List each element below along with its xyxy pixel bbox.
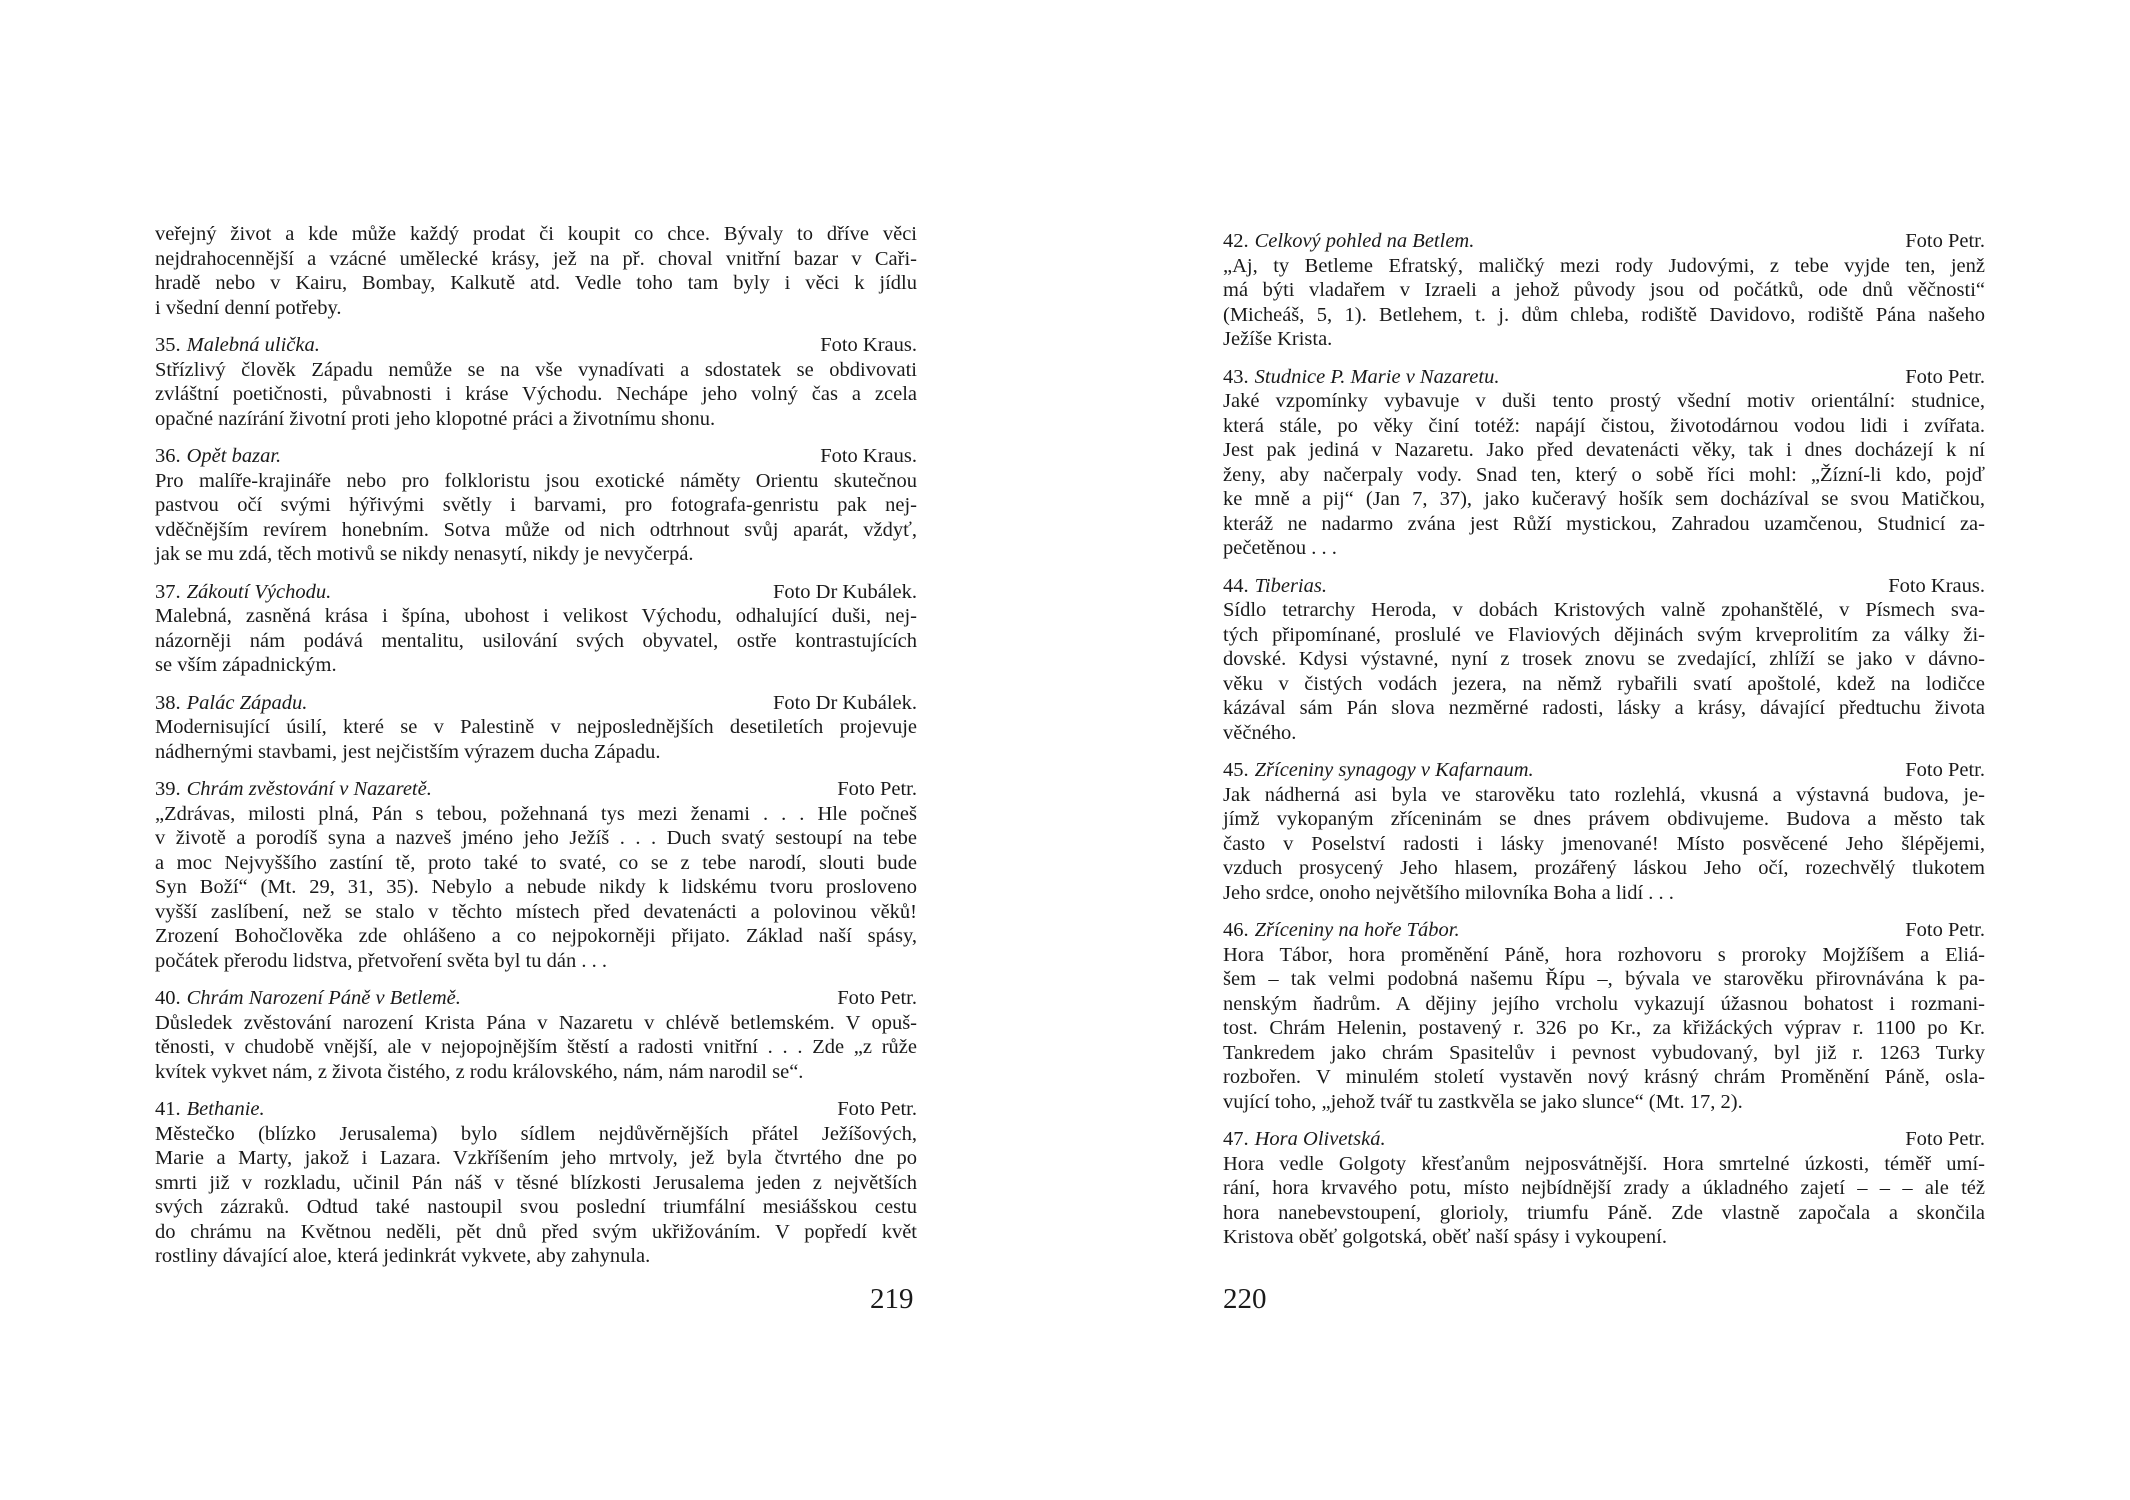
photo-caption-entry [155, 1097, 917, 1269]
text-line: „Aj, ty Betleme Efratský, maličký mezi rody Judovými, z tebe vyjde ten, jenž [1223, 254, 1985, 277]
text-line: těnosti, v chudobě vnější, ale v nejopojnějším štěstí a radosti vnitřní . . . Zde „z růže [155, 1036, 917, 1058]
photo-caption-entry [1223, 918, 1985, 1114]
caption-title: Bethanie. [186, 1098, 265, 1120]
text-line: svých zázraků. Odtud také nastoupil svou poslední triumfální mesiášskou cestu [155, 1196, 917, 1218]
photo-caption-entry [155, 580, 917, 678]
caption-title: Hora Olivetská. [1254, 1128, 1386, 1150]
caption-title: Palác Západu. [186, 691, 308, 714]
caption-heading [1223, 918, 1985, 943]
caption-body [155, 358, 917, 432]
text-line: Střízlivý člověk Západu nemůže se na vše vynadívati a sdostatek se obdivovati [155, 358, 917, 381]
text-line: kvítek vykvet nám, z života čistého, z rodu královského, nám, nám narodil se“. [155, 1060, 804, 1083]
text-line: opačné nazírání životní proti jeho klopotné práci a životnímu shonu. [155, 407, 716, 430]
text-line: zvláštní poetičnosti, půvabnosti i kráse Východu. Nechápe jeho volný čas a zcela [155, 383, 917, 405]
text-line: má býti vladařem v Izraeli a jehož původy jsou od počátků, ode dnů věčnosti“ [1223, 279, 1985, 301]
photo-caption-entry [155, 333, 917, 431]
text-line: rostliny dávající aloe, která jedinkrát vykvete, aby zahynula. [155, 1245, 651, 1267]
text-line: Tankredem jako chrám Spasitelův i pevnost vybudovaný, byl již r. 1263 Turky [1223, 1041, 1985, 1064]
caption-body [1223, 254, 1985, 352]
caption-title: Studnice P. Marie v Nazaretu. [1254, 365, 1500, 388]
caption-title-group [1223, 574, 1327, 599]
photo-credit: Foto Petr. [1905, 1128, 1985, 1150]
page-number-left: 219 [870, 1283, 914, 1315]
caption-number: 47. [1223, 1128, 1249, 1150]
text-line: hradě nebo v Kairu, Bombay, Kalkutě atd. Vedle toho tam byly i věci k jídlu [155, 272, 917, 294]
caption-title-group [155, 777, 432, 802]
text-line: Jak nádherná asi byla ve starověku tato rozlehlá, vkusná a výstavná budova, je- [1223, 783, 1985, 806]
right-entries [1223, 229, 1985, 1250]
photo-caption-entry [1223, 229, 1985, 352]
caption-title: Malebná ulička. [186, 334, 320, 356]
text-line: Jest pak jediná v Nazaretu. Jako před devatenácti věky, tak i dnes docházejí k ní [1223, 439, 1985, 461]
photo-credit: Foto Kraus. [1888, 574, 1985, 597]
caption-body [155, 802, 917, 974]
text-line: do chrámu na Květnou neděli, pět dnů před svým ukřižováním. V popředí květ [155, 1220, 917, 1243]
caption-heading [1223, 758, 1985, 783]
caption-title: Chrám Narození Páně v Betlemě. [186, 987, 461, 1009]
text-line: ke mně a pij“ (Jan 7, 37), jako kučeravý hošík sem docházíval se svou Matičkou, [1223, 488, 1985, 510]
text-line: pastvou očí svými hýřivými světly i barvami, pro fotografa-genristu pak nej- [155, 494, 917, 516]
text-line: Hora Tábor, hora proměnění Páně, hora rozhovoru s proroky Mojžíšem a Eliá- [1223, 943, 1985, 966]
photo-caption-entry [155, 691, 917, 765]
text-line: se vším západnickým. [155, 654, 337, 676]
text-line: která stále, po věky činí totéž: napájí čistou, životodárnou vodou lidi i zvířata. [1223, 414, 1985, 437]
text-line: ženy, aby načerpaly vody. Snad ten, který o sobě říci mohl: „Žízní-li kdo, pojď [1223, 463, 1985, 486]
text-line: Malebná, zasněná krása i špína, ubohost i velikost Východu, odhalující duši, nej- [155, 605, 917, 627]
photo-caption-entry [155, 444, 917, 567]
photo-credit: Foto Petr. [1905, 365, 1985, 388]
caption-heading [155, 691, 917, 716]
photo-caption-entry [1223, 365, 1985, 561]
text-line: Pro malíře-krajináře nebo pro folkloristu jsou exotické náměty Orientu skutečnou [155, 469, 917, 492]
photo-caption-entry [1223, 574, 1985, 746]
text-line: věčného. [1223, 721, 1297, 744]
text-line: dovské. Kdysi výstavné, nyní z trosek znovu se zvedající, zhlíží se jako v dávno- [1223, 648, 1985, 670]
photo-credit: Foto Petr. [837, 1098, 917, 1120]
caption-title-group [1223, 1127, 1386, 1152]
caption-heading [1223, 365, 1985, 390]
photo-credit: Foto Kraus. [820, 334, 917, 356]
photo-credit: Foto Dr Kubálek. [772, 691, 917, 714]
text-line: Jeho srdce, onoho největšího milovníka Boha a lidí . . . [1223, 881, 1674, 904]
caption-body [155, 715, 917, 764]
caption-number: 37. [155, 580, 181, 603]
text-line: vyšší zaslíbení, než se stalo v těchto místech před devatenácti a polovinou věků! [155, 900, 917, 923]
photo-credit: Foto Petr. [1905, 759, 1985, 781]
right-page-text [1223, 229, 1985, 1250]
caption-title: Celkový pohled na Betlem. [1254, 230, 1475, 252]
caption-number: 46. [1223, 919, 1249, 941]
text-line: rozbořen. V minulém století vystavěn nový krásný chrám Proměnění Páně, osla- [1223, 1066, 1985, 1088]
text-line: kázával sám Pán slova nezměrné radosti, lásky a krásy, dávající předtuchu života [1223, 697, 1985, 719]
caption-number: 35. [155, 334, 181, 356]
text-line: Marie a Marty, jakož i Lazara. Vzkříšením jeho mrtvoly, jež byla čtvrtého dne po [155, 1147, 917, 1169]
photo-credit: Foto Petr. [1905, 919, 1985, 941]
photo-caption-entry [155, 777, 917, 973]
caption-number: 41. [155, 1098, 181, 1120]
text-line: šem – tak velmi podobná našemu Řípu –, bývala ve starověku přirovnávána k pa- [1223, 968, 1985, 990]
text-line: Ježíše Krista. [1223, 328, 1333, 350]
caption-title-group [1223, 758, 1534, 783]
text-line: vzduch prosycený Jeho hlasem, prozářený láskou Jeho očí, rozechvělý tlukotem [1223, 857, 1985, 879]
caption-title-group [155, 444, 281, 469]
photo-credit: Foto Kraus. [820, 445, 917, 467]
text-line: Modernisující úsilí, které se v Palestině v nejposlednějších desetiletích projevuje [155, 716, 917, 738]
text-line: tost. Chrám Helenin, postavený r. 326 po Kr., za křižáckých výprav r. 1100 po Kr. [1223, 1017, 1985, 1039]
caption-heading [1223, 229, 1985, 254]
caption-heading [155, 777, 917, 802]
text-line: Hora vedle Golgoty křesťanům nejposvátnější. Hora smrtelné úzkosti, téměř umí- [1223, 1152, 1985, 1175]
text-line: nenským ňadrům. A dějiny jejího vrcholu vykazují úžasnou bohatost i rozmani- [1223, 992, 1985, 1015]
text-line: jak se mu zdá, těch motivů se nikdy nenasytí, nikdy je nevyčerpá. [155, 543, 694, 565]
caption-title: Zříceniny synagogy v Kafarnaum. [1254, 759, 1534, 781]
caption-number: 39. [155, 778, 181, 800]
text-line: v životě a porodíš syna a nazveš jméno jeho Ježíš . . . Duch svatý sestoupí na tebe [155, 827, 917, 849]
photo-credit: Foto Dr Kubálek. [772, 580, 917, 603]
photo-credit: Foto Petr. [837, 987, 917, 1009]
caption-title-group [155, 986, 461, 1011]
caption-title-group [1223, 365, 1499, 390]
text-line: Zrození Bohočlověka zde ohlášeno a co nejpokorněji přijato. Základ naší spásy, [155, 925, 917, 947]
intro-paragraph [155, 222, 917, 320]
caption-title: Opět bazar. [186, 445, 282, 467]
caption-number: 38. [155, 691, 181, 714]
text-line: „Zdrávas, milosti plná, Pán s tebou, požehnaná tys mezi ženami . . . Hle počneš [155, 802, 917, 825]
caption-title-group [1223, 918, 1460, 943]
text-line: Kristova oběť golgotská, oběť naší spásy i vykoupení. [1223, 1226, 1667, 1248]
text-line: tých připomínané, proslulé ve Flaviových dějinách svým krveprolitím za války ži- [1223, 623, 1985, 646]
caption-heading [155, 444, 917, 469]
caption-title: Tiberias. [1254, 574, 1327, 597]
caption-body [155, 604, 917, 678]
caption-body [1223, 943, 1985, 1115]
caption-title-group [1223, 229, 1474, 254]
caption-number: 40. [155, 987, 181, 1009]
caption-heading [155, 1097, 917, 1122]
text-line: Syn Boží“ (Mt. 29, 31, 35). Nebylo a nebude nikdy k lidskému tvoru prosloveno [155, 876, 917, 898]
caption-title-group [155, 580, 331, 605]
caption-body [155, 1122, 917, 1269]
caption-body [1223, 783, 1985, 906]
caption-heading [1223, 574, 1985, 599]
text-line: nádhernými stavbami, jest nejčistším výrazem ducha Západu. [155, 740, 661, 763]
caption-title-group [155, 691, 307, 716]
caption-heading [155, 580, 917, 605]
caption-body [1223, 389, 1985, 561]
page-number-right: 220 [1223, 1283, 1267, 1315]
text-line: nejdrahocennější a vzácné umělecké krásy, jež na př. choval vnitřní bazar v Caři- [155, 247, 917, 270]
text-line: věku v čistých vodách jezera, na němž rybařili svatí apoštolé, kdež na lodičce [1223, 672, 1985, 695]
text-line: Důsledek zvěstování narození Krista Pána v Nazaretu v chlévě betlemském. V opuš- [155, 1011, 917, 1034]
caption-title: Zákoutí Východu. [186, 580, 332, 603]
photo-credit: Foto Petr. [1905, 230, 1985, 252]
text-line: veřejný život a kde může každý prodat či koupit co chce. Bývaly to dříve věci [155, 223, 917, 245]
caption-heading [1223, 1127, 1985, 1152]
photo-caption-entry [1223, 758, 1985, 905]
caption-number: 43. [1223, 365, 1249, 388]
caption-body [155, 1011, 917, 1085]
caption-body [1223, 598, 1985, 745]
caption-title-group [155, 1097, 265, 1122]
caption-body [155, 469, 917, 567]
text-line: často v Poselství radosti i lásky jmenované! Místo posvěcené Jeho šlépějemi, [1223, 832, 1985, 855]
text-line: názorněji nám podává mentalitu, usilování svých obyvatel, ostře kontrastujících [155, 629, 917, 652]
text-line: smrti již v rozkladu, učinil Pán náš v těsné blízkosti Jerusalema jeden z největších [155, 1171, 917, 1194]
photo-caption-entry [155, 986, 917, 1084]
caption-title-group [155, 333, 320, 358]
text-line: Městečko (blízko Jerusalema) bylo sídlem nejdůvěrnějších přátel Ježíšových, [155, 1122, 917, 1145]
text-line: jímž vykopaným zříceninám se dnes právem obdivujeme. Budova a město tak [1223, 808, 1985, 830]
caption-number: 36. [155, 445, 181, 467]
caption-number: 45. [1223, 759, 1249, 781]
caption-body [1223, 1152, 1985, 1250]
photo-credit: Foto Petr. [837, 778, 917, 800]
photo-caption-entry [1223, 1127, 1985, 1250]
caption-heading [155, 986, 917, 1011]
text-line: Sídlo tetrarchy Heroda, v dobách Kristových valně zpohanštělé, v Písmech sva- [1223, 599, 1985, 621]
text-line: vděčnějším revírem honebním. Sotva může od nich odtrhnout svůj aparát, vždyť, [155, 518, 917, 541]
text-line: kteráž ne nadarmo zvána jest Růží mystickou, Zahradou uzamčenou, Studnicí za- [1223, 512, 1985, 535]
caption-title: Chrám zvěstování v Nazaretě. [186, 778, 432, 800]
caption-title: Zříceniny na hoře Tábor. [1254, 919, 1460, 941]
text-line: pečetěnou . . . [1223, 537, 1337, 559]
caption-heading [155, 333, 917, 358]
caption-number: 44. [1223, 574, 1249, 597]
text-line: Jaké vzpomínky vybavuje v duši tento prostý všední motiv orientální: studnice, [1223, 390, 1985, 412]
text-line: (Micheáš, 5, 1). Betlehem, t. j. dům chleba, rodiště Davidovo, rodiště Pána našeho [1223, 303, 1985, 326]
left-entries [155, 333, 917, 1269]
text-line: i všední denní potřeby. [155, 296, 342, 319]
text-line: vující toho, „jehož tvář tu zastkvěla se jako slunce“ (Mt. 17, 2). [1223, 1090, 1743, 1113]
caption-number: 42. [1223, 230, 1249, 252]
text-line: hora nanebevstoupení, glorioly, triumfu Páně. Zde vlastně započala a skončila [1223, 1201, 1985, 1224]
text-line: a moc Nejvyššího zastíní tě, proto také to svaté, co se z tebe narodí, slouti bude [155, 851, 917, 874]
text-line: rání, hora krvavého potu, místo nejbídnější zrady a úkladného zajetí – – – ale též [1223, 1177, 1985, 1199]
text-line: počátek přerodu lidstva, přetvoření světa byl tu dán . . . [155, 949, 608, 972]
left-page-text [155, 222, 917, 1269]
